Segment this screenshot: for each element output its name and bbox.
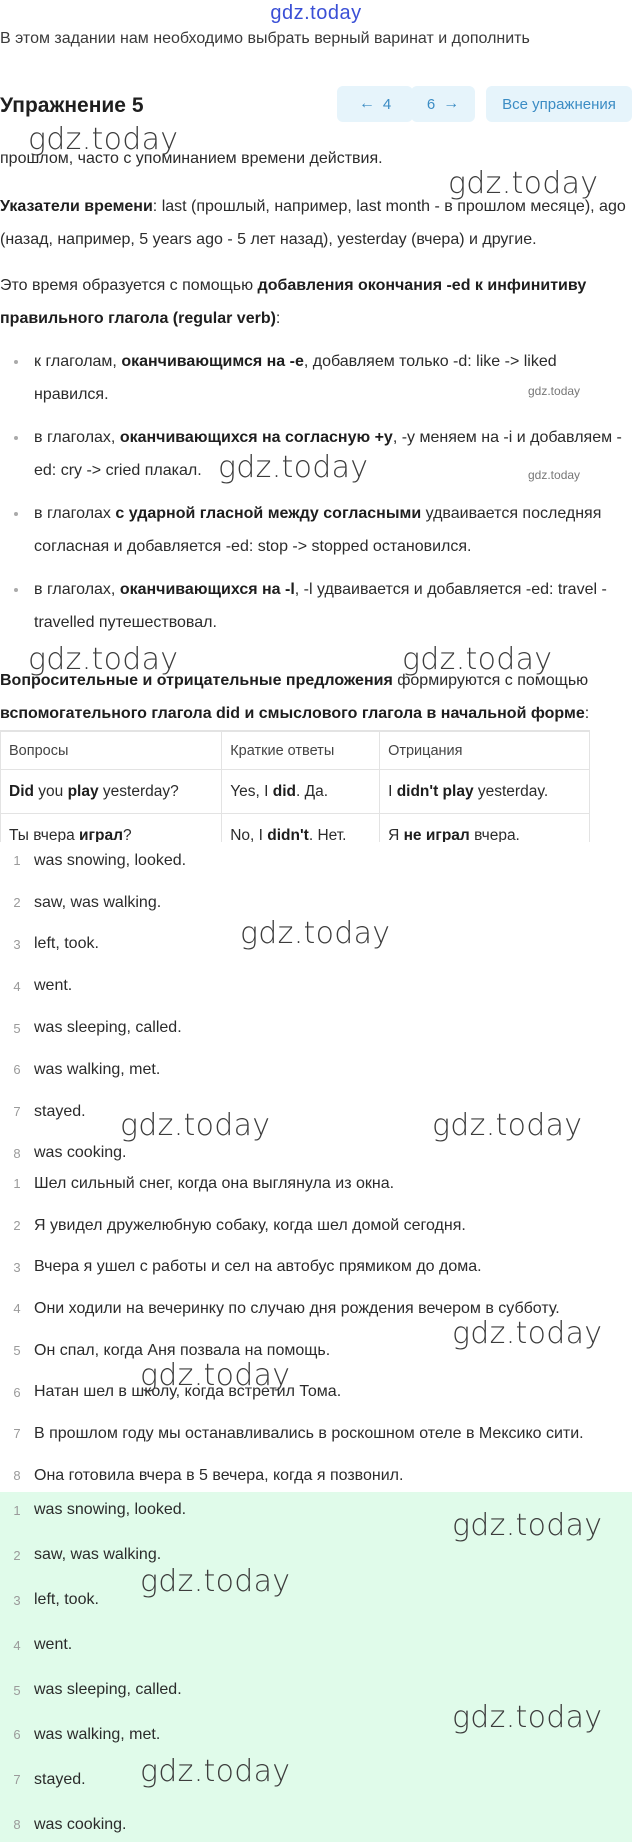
emphasis: play [67,782,99,800]
translation-text: В прошлом году мы останавливались в роскошном отеле в Мексико сити. [34,1424,584,1442]
table-cell [380,814,590,843]
list-item [0,1757,632,1802]
item-number: 7 [13,1772,21,1788]
arrow-left-icon: ← [358,95,375,112]
list-item [0,1246,632,1288]
answer-text: was cooking. [34,1815,127,1833]
watermark: gdz.today [528,468,581,482]
watermark: gdz.today [140,1754,291,1789]
item-number: 3 [13,1592,21,1608]
list-item [0,1049,632,1091]
text: формируются с помощью [392,672,589,689]
answer-text: saw, was walking. [34,893,162,911]
list-item [0,497,632,563]
watermark: gdz.today [140,1358,291,1393]
item-number: 8 [13,1468,21,1484]
answer-text: was sleeping, called. [34,1681,182,1698]
table-header-cell: Вопросы [1,732,222,770]
arrow-right-icon: → [443,95,460,112]
table-header-cell: Краткие ответы [222,732,380,770]
text: в глаголах, [34,581,120,598]
next-exercise-button[interactable] [411,86,475,122]
text: Это время образуется с помощью [0,277,258,294]
translation-text: Она готовила вчера в 5 вечера, когда я позвонил. [34,1466,404,1484]
item-number: 2 [13,1547,21,1563]
item-number: 7 [13,1104,21,1120]
answer-text: went. [34,1636,73,1654]
item-number: 6 [13,1062,21,1078]
watermark: gdz.today [402,642,553,677]
emphasis: оканчивающихся на -l [119,581,295,598]
emphasis: оканчивающихся на согласную +y [119,429,393,446]
answer-text: left, took. [34,935,99,953]
text: удваивается последняя согласная и добавляется -ed: stop -> stopped остановился. [34,505,602,555]
text: , добавляем только -d: like -> liked нравился. [34,353,557,403]
emphasis: didn't [267,826,309,842]
watermark: gdz.today [120,1108,271,1143]
item-number: 5 [13,1343,21,1359]
text: : [275,310,281,327]
text: вчера. [469,826,520,842]
text: в глаголах, [34,429,120,446]
translation-text: Я увидел дружелюбную собаку, когда шел домой сегодня. [34,1216,466,1234]
text: yesterday. [473,782,549,800]
list-item [0,1802,632,1842]
emphasis: did [272,782,296,800]
list-item [0,1371,632,1413]
list-item [0,840,632,882]
theory-paragraph-1: прошлом, часто с упоминанием времени действия. [0,150,383,167]
item-number: 4 [13,1301,21,1317]
text: к глаголам, [34,353,122,370]
text: Yes, I [230,782,273,800]
item-number: 5 [13,1020,21,1036]
text: , -y меняем на -i и добавляем -ed: cry -> cried плакал. [34,429,622,479]
text: yesterday? [98,782,179,800]
list-item [0,965,632,1007]
item-number: 1 [13,1502,21,1518]
emphasis: Did [9,782,34,800]
text: I [388,782,397,800]
intro-text: В этом задании нам необходимо выбрать верный варинат и дополнить [0,30,530,47]
answer-text: stayed. [34,1102,86,1120]
text: . Да. [296,782,329,800]
translation-text: Вчера я ушел с работы и сел на автобус прямиком до дома. [34,1258,482,1276]
answer-text: left, took. [34,1591,99,1609]
emphasis: не играл [403,826,470,842]
list-item [0,1163,632,1205]
grammar-table [0,730,590,842]
item-number: 2 [13,1218,21,1234]
watermark: gdz.today [448,166,599,201]
emphasis: Вопросительные и отрицательные предложения [0,672,393,689]
watermark: gdz.today [218,450,369,485]
exercise-title: Упражнение 5 [0,94,144,117]
text: в глаголах [34,505,116,522]
item-number: 8 [13,1145,21,1161]
list-item [0,573,632,639]
site-logo[interactable]: gdz.today [270,2,362,24]
answer-text: was cooking. [34,1144,127,1162]
list-item [0,1205,632,1247]
text: ? [122,826,132,842]
watermark: gdz.today [28,642,179,677]
item-number: 6 [13,1384,21,1400]
emphasis: с ударной гласной между согласными [115,505,422,522]
translation-text: Они ходили на вечеринку по случаю дня рождения вечером в субботу. [34,1299,560,1317]
table-row [1,814,590,843]
answer-text: was sleeping, called. [34,1019,182,1037]
translation-text: Он спал, когда Аня позвала на помощь. [34,1341,331,1359]
watermark: gdz.today [452,1700,603,1735]
list-item [0,345,632,411]
text: you [33,782,68,800]
emphasis: didn't play [396,782,474,800]
exercise-header [0,84,632,124]
text: . Нет. [308,826,347,842]
item-number: 6 [13,1727,21,1743]
emphasis: вспомогательного глагола did и смыслового глагола в начальной форме [0,705,585,722]
answer-text: saw, was walking. [34,1546,162,1564]
answer-text: went. [34,977,73,995]
item-number: 7 [13,1426,21,1442]
emphasis: играл [79,826,123,842]
table-cell [1,770,222,814]
text: , -l удваивается и добавляется -ed: travel - travelled путешествовал. [34,581,607,631]
next-exercise-label: 6 [426,95,436,113]
text: : [584,705,590,722]
time-markers-text: : last (прошлый, например, last month - в прошлом месяце), ago (назад, например, 5 years ago - 5 лет назад), yesterday (вчера) и другие. [0,198,626,248]
list-item [0,1413,632,1455]
watermark: gdz.today [240,916,391,951]
theory-paragraph-3 [0,269,632,335]
prev-exercise-button[interactable] [337,86,413,122]
item-number: 3 [13,936,21,952]
item-number: 4 [13,978,21,994]
item-number: 4 [13,1637,21,1653]
prev-exercise-label: 4 [382,95,392,113]
item-number: 1 [13,1176,21,1192]
answer-text: was snowing, looked. [34,851,187,869]
watermark: gdz.today [452,1508,603,1543]
translation-text: Натан шел в школу, когда встретил Тома. [34,1383,342,1401]
all-exercises-button[interactable]: Все упражнения [486,86,632,122]
table-row [1,770,590,814]
item-number: 5 [13,1682,21,1698]
text: Ты вчера [9,826,80,842]
watermark: gdz.today [528,384,581,398]
table-header-cell: Отрицания [380,732,590,770]
emphasis: добавления окончания -ed к инфинитиву правильного глагола (regular verb) [0,277,587,327]
watermark: gdz.today [452,1316,603,1351]
watermark: gdz.today [140,1564,291,1599]
list-item [0,1578,632,1623]
table-header-row [1,732,590,770]
item-number: 3 [13,1259,21,1275]
list-item [0,1623,632,1668]
watermark: gdz.today [432,1108,583,1143]
table-cell [1,814,222,843]
list-item [0,1007,632,1049]
item-number: 8 [13,1817,21,1833]
time-markers-label: Указатели времени [0,198,153,215]
table-cell [222,770,380,814]
text: Я [388,826,404,842]
translation-text: Шел сильный снег, когда она выглянула из окна. [34,1174,395,1192]
watermark: gdz.today [28,122,179,157]
table-cell [222,814,380,843]
text: No, I [230,826,268,842]
table-cell [380,770,590,814]
item-number: 1 [13,853,21,869]
item-number: 2 [13,895,21,911]
answer-text: stayed. [34,1770,86,1788]
emphasis: оканчивающимся на -e [121,353,304,370]
answer-text: was walking, met. [34,1725,161,1743]
answer-text: was walking, met. [34,1060,161,1078]
answer-text: was snowing, looked. [34,1501,187,1519]
